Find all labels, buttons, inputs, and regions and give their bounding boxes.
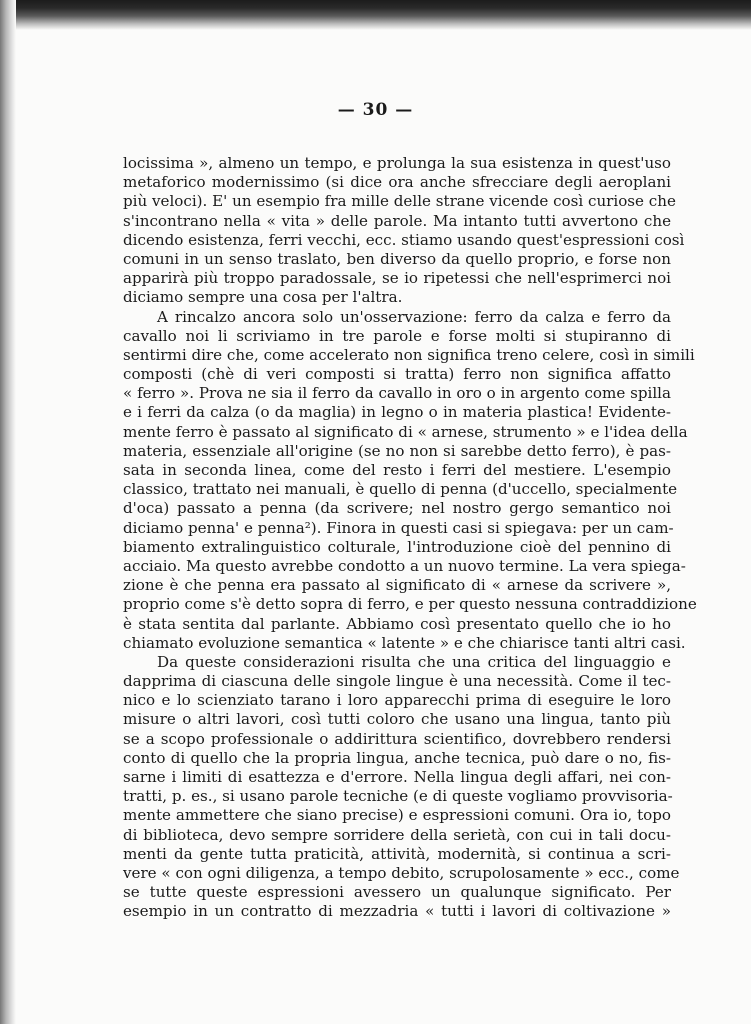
- text-line: di biblioteca, devo sempre sorridere della serietà, con cui in tali docu-: [123, 825, 671, 844]
- text-line: conto di quello che la propria lingua, anche tecnica, può dare o no, fis-: [123, 748, 671, 767]
- text-line: locissima », almeno un tempo, e prolunga la sua esistenza in quest'uso: [123, 154, 671, 172]
- text-line: è stata sentita dal parlante. Abbiamo così presentato quello che io ho: [123, 614, 671, 633]
- paragraph-first-line: Da queste considerazioni risulta che una critica del linguaggio e: [157, 652, 671, 671]
- body-text: [123, 154, 697, 922]
- text-line: acciaio. Ma questo avrebbe condotto a un nuovo termine. La vera spiega-: [123, 556, 686, 575]
- text-line: diciamo penna' e penna²). Finora in questi casi si spiegava: per un cam-: [123, 518, 674, 537]
- text-line: materia, essenziale all'origine (se no non si sarebbe detto ferro), è pas-: [123, 441, 671, 460]
- text-line: dicendo esistenza, ferri vecchi, ecc. stiamo usando quest'espressioni così: [123, 230, 685, 249]
- text-line: « ferro ». Prova ne sia il ferro da cavallo in oro o in argento come spilla: [123, 384, 671, 403]
- text-line: biamento extralinguistico colturale, l'introduzione cioè del pennino di: [123, 537, 671, 556]
- text-line: misure o altri lavori, così tutti coloro che usano una lingua, tanto più: [123, 710, 671, 729]
- scan-edge-top: [0, 0, 751, 30]
- text-line: esempio in un contratto di mezzadria « tutti i lavori di coltivazione »: [123, 902, 671, 921]
- text-line: diciamo sempre una cosa per l'altra.: [123, 288, 403, 307]
- text-line: mente ferro è passato al significato di « arnese, strumento » e l'idea della: [123, 422, 688, 441]
- text-line: mente ammettere che siano precise) e espressioni comuni. Ora io, topo: [123, 806, 671, 825]
- text-line: dapprima di ciascuna delle singole lingue è una necessità. Come il tec-: [123, 672, 671, 691]
- text-line: sentirmi dire che, come accelerato non significa treno celere, così in simili: [123, 345, 695, 364]
- text-line: menti da gente tutta praticità, attività, modernità, si continua a scri-: [123, 844, 671, 863]
- text-line: se tutte queste espressioni avessero un qualunque significato. Per: [123, 883, 671, 902]
- text-line: più veloci). E' un esempio fra mille delle strane vicende così curiose che: [123, 192, 676, 211]
- text-line: cavallo noi li scriviamo in tre parole e forse molti si stupiranno di: [123, 326, 671, 345]
- text-line: metaforico modernissimo (si dice ora anche sfrecciare degli aeroplani: [123, 173, 671, 192]
- text-line: composti (chè di veri composti si tratta) ferro non significa affatto: [123, 365, 671, 384]
- text-line: proprio come s'è detto sopra di ferro, e per questo nessuna contraddizione: [123, 595, 697, 614]
- text-line: tratti, p. es., si usano parole tecniche (e di queste vogliamo provvisoria-: [123, 787, 673, 806]
- text-line: nico e lo scienziato tarano i loro apparecchi prima di eseguire le loro: [123, 691, 671, 710]
- text-line: e i ferri da calza (o da maglia) in legno o in materia plastica! Evidente-: [123, 403, 671, 422]
- text-line: se a scopo professionale o addirittura scientifico, dovrebbero rendersi: [123, 729, 671, 748]
- text-line: s'incontrano nella « vita » delle parole. Ma intanto tutti avvertono che: [123, 211, 671, 230]
- text-line: chiamato evoluzione semantica « latente » e che chiarisce tanti altri casi.: [123, 633, 686, 652]
- text-line: sarne i limiti di esattezza e d'errore. Nella lingua degli affari, nei con-: [123, 768, 671, 786]
- page-number: — 30 —: [337, 100, 414, 120]
- text-line: d'oca) passato a penna (da scrivere; nel nostro gergo semantico noi: [123, 499, 671, 518]
- text-line: sata in seconda linea, come del resto i ferri del mestiere. L'esempio: [123, 461, 671, 479]
- text-line: classico, trattato nei manuali, è quello di penna (d'uccello, specialmente: [123, 480, 678, 499]
- text-line: vere « con ogni diligenza, a tempo debito, scrupolosamente » ecc., come: [123, 863, 680, 882]
- paragraph-first-line: A rincalzo ancora solo un'osservazione: ferro da calza e ferro da: [157, 307, 671, 326]
- text-line: zione è che penna era passato al significato di « arnese da scrivere »,: [123, 576, 671, 595]
- text-line: comuni in un senso traslato, ben diverso da quello proprio, e forse non: [123, 249, 671, 268]
- scan-edge-left: [0, 0, 16, 1024]
- text-line: apparirà più troppo paradossale, se io ripetessi che nell'esprimerci noi: [123, 269, 671, 288]
